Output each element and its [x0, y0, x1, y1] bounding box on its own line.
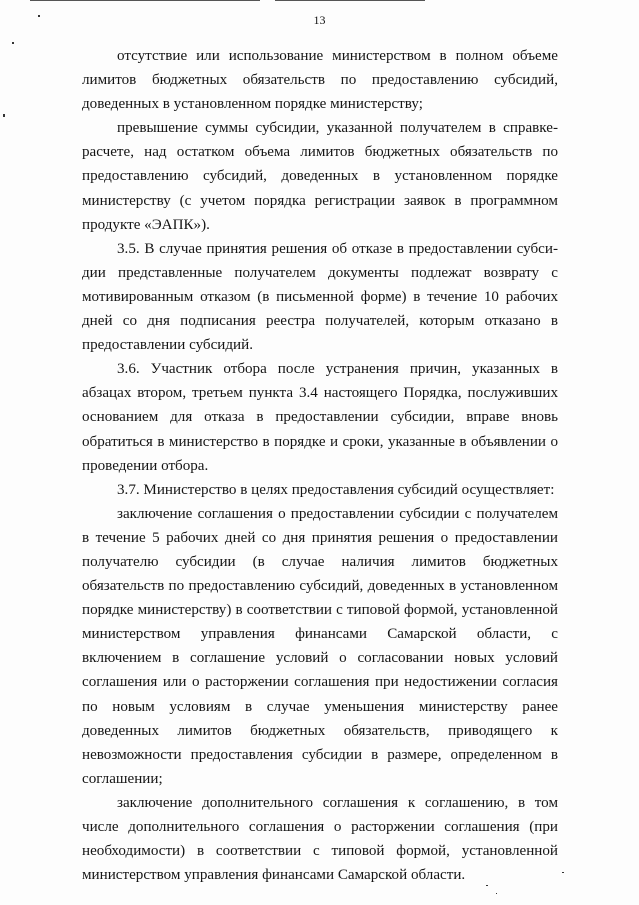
body-text: [82, 44, 558, 887]
paragraph: отсутствие или использование министерством в полном объеме лимитов бюджетных обязательств по предоставлению субсидий, доведенных в установленном порядке министерству;: [82, 48, 558, 113]
scan-speck: [496, 893, 497, 894]
scan-top-edge-line: [275, 0, 425, 1]
paragraph: заключение соглашения о предоставлении субсидии с получателем в течение 5 рабочих дней со дня принятия решения о предоставлении получателю субсидии (в случае наличия лимитов бюджетных обязательств по предоставлению субсидий, доведенных в установленном порядке министерству) в соответствии с типовой формой, установленной министерством управления финансами Самарской области, с включением в соглашение условий о согласовании новых условий соглашения или о расторжении соглашения при недостижении согласия по новым условиям в случае уменьшения министерству ранее доведенных лимитов бюджетных обязательств, приводящего к невозможности предоставления субсидии в размере, определенном в соглашении;: [82, 505, 558, 787]
scan-top-edge-line: [30, 0, 260, 1]
page-number: 13: [313, 13, 326, 27]
scan-speck: [12, 42, 14, 44]
paragraph: заключение дополнительного соглашения к соглашению, в том числе дополнительного соглашения о расторжении соглашения (при необходимости) в соответствии с типовой формой, установленной министерством управления финансами Самарской области.: [82, 794, 558, 884]
paragraph: превышение суммы субсидии, указанной получателем в справке-расчете, над остатком объема лимитов бюджетных обязательств по предоставлению субсидий, доведенных в установленном порядке министерству (с учетом порядка регистрации заявок в программном продукте «ЭАПК»).: [82, 120, 558, 233]
paragraph: 3.6. Участник отбора после устранения причин, указанных в абзацах втором, третьем пункта 3.4 настоящего Порядка, послуживших основанием для отказа в предоставлении субсидии, вправе вновь обратиться в министерство в порядке и сроки, указанные в объявлении о проведении отбора.: [82, 361, 558, 474]
paragraph: 3.7. Министерство в целях предоставления субсидий осуществляет:: [117, 481, 555, 498]
scan-speck: [3, 114, 5, 117]
paragraph: 3.5. В случае принятия решения об отказе в предоставлении субсидии представленные получателем документы подлежат возврату с мотивированным отказом (в письменной форме) в течение 10 рабочих дней со дня подписания реестра получателей, которым отказано в предоставлении субсидий.: [82, 240, 558, 354]
scan-speck: [562, 872, 564, 873]
